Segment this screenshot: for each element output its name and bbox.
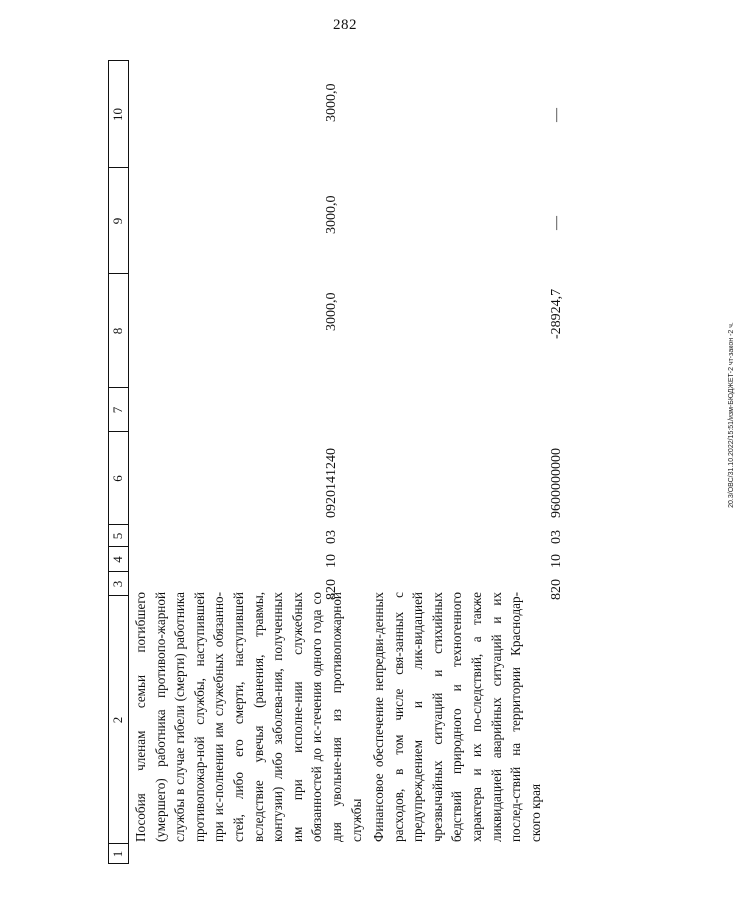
header-col-10: 10 [110, 108, 125, 121]
row2-col10: — [549, 108, 564, 122]
header-col-9: 9 [110, 217, 125, 225]
row1-col3: 820 [324, 579, 339, 600]
row1-col4: 10 [324, 554, 339, 568]
row2-col3: 820 [549, 579, 564, 600]
row1-col10: 3000,0 [324, 83, 339, 122]
header-col-8: 8 [110, 327, 125, 335]
header-col-2: 2 [110, 716, 125, 724]
row2-col5: 03 [549, 530, 564, 544]
header-col-3: 3 [110, 580, 125, 588]
row1-description: Пособия членам семьи погибшего (умершего) работника противопо-жарной службы в случае гибели (смерти) работника противопожар-ной службы, наступившей при ис-полнении им служебных обязанно-стей, либо его смерти, наступившей вследствие увечья (ранения, травмы, контузии) либо заболева-ния, полученных им при исполне-нии служебных обязанностей до ис-течения одного года со дня увольне-ния из противопожарной службы [133, 592, 364, 842]
row2-description: Финансовое обеспечение непредви-денных расходов, в том числе свя-занных с предупреждением и лик-видацией чрезвычайных ситуаций и стихийных бедствий природного и техногенного характера и их по-следствий, а также ликвидацией аварийных ситуаций и их послед-ствий на территории Краснодар-ского края [371, 592, 543, 842]
header-col-5: 5 [110, 532, 125, 540]
header-top-border [108, 60, 109, 864]
row2-col8: -28924,7 [549, 288, 564, 339]
row2-col9: — [549, 216, 564, 230]
budget-table-rotated [108, 60, 578, 864]
budget-table [108, 60, 578, 864]
header-col-6: 6 [110, 475, 125, 482]
row1-col6: 0920141240 [324, 448, 339, 518]
row1-col8: 3000,0 [324, 292, 339, 331]
header-bottom-border [128, 60, 129, 864]
header-col-1: 1 [110, 850, 125, 858]
header-col-4: 4 [110, 556, 125, 563]
row1-col5: 03 [324, 530, 339, 544]
page-number: 282 [333, 17, 357, 33]
header-col-7: 7 [110, 406, 125, 414]
row2-col4: 10 [549, 554, 564, 568]
row1-col9: 3000,0 [324, 195, 339, 234]
document-stamp-note: 20.3/ОВС/31.10.2022/15:51/изм-БЮДЖЕТ-2 чт-закон -2 ч. [728, 322, 735, 508]
row2-col6: 9600000000 [549, 448, 564, 518]
